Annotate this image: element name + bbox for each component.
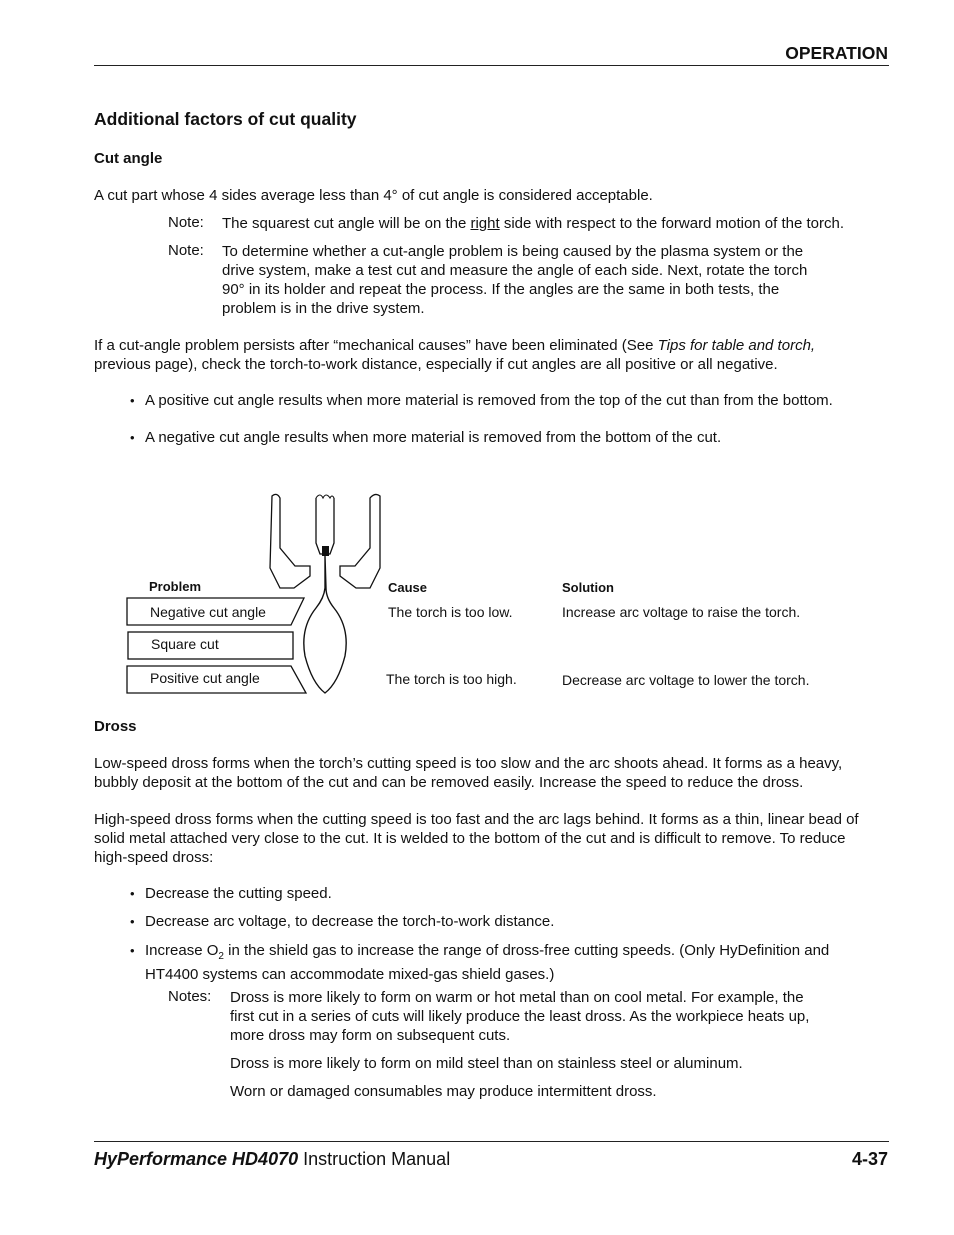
bullet-item: A positive cut angle results when more material is removed from the top of the cut than from the bottom. xyxy=(145,392,833,409)
text-line: HT4400 systems can accommodate mixed-gas shield gases.) xyxy=(145,966,555,983)
bullet-marker: • xyxy=(130,886,135,901)
col-header-cause: Cause xyxy=(388,580,428,595)
text-line: previous page), check the torch-to-work distance, especially if cut angles are all positive or all negative. xyxy=(94,356,778,373)
text-line xyxy=(94,336,890,355)
note-text xyxy=(222,214,882,233)
section-header: OPERATION xyxy=(785,43,888,63)
col-header-problem: Problem xyxy=(149,579,202,594)
bullet-item: Decrease the cutting speed. xyxy=(145,885,332,902)
bullet-marker: • xyxy=(130,914,135,929)
note-label: Note: xyxy=(168,242,204,259)
text-line: high-speed dross: xyxy=(94,849,214,866)
solution-lower: Decrease arc voltage to lower the torch. xyxy=(562,672,810,688)
text-part: in the shield gas to increase the range of dross-free cutting speeds. (Only HyDefinition and xyxy=(223,942,830,959)
bullet-item: A negative cut angle results when more material is removed from the bottom of the cut. xyxy=(145,429,722,446)
bullet-marker: • xyxy=(130,430,135,445)
page-title: Additional factors of cut quality xyxy=(94,109,357,129)
note-text-part: side with respect to the forward motion of the torch. xyxy=(499,215,845,232)
bullet-item: Decrease arc voltage, to decrease the torch-to-work distance. xyxy=(145,913,555,930)
text-line: solid metal attached very close to the cut. It is welded to the bottom of the cut and is difficult to remove. To reduce xyxy=(94,830,846,847)
dross-paragraph-low xyxy=(94,754,890,792)
notes-label: Notes: xyxy=(168,988,212,1005)
bullet-item xyxy=(145,942,885,984)
bullet-marker: • xyxy=(130,393,135,408)
note-text xyxy=(222,242,862,318)
notes-text: Worn or damaged consumables may produce intermittent dross. xyxy=(230,1083,657,1100)
col-header-solution: Solution xyxy=(562,580,614,595)
product-name: HyPerformance HD4070 xyxy=(94,1149,299,1169)
text-line: Low-speed dross forms when the torch’s cutting speed is too slow and the arc shoots ahead. It forms as a heavy, xyxy=(94,755,843,772)
page-number: 4-37 xyxy=(851,1149,888,1169)
nozzle-top xyxy=(316,495,334,498)
note-label: Note: xyxy=(168,214,204,231)
footer-divider xyxy=(94,1141,889,1142)
shield-right xyxy=(340,494,380,588)
text-line: To determine whether a cut-angle problem is being caused by the plasma system or the xyxy=(222,243,804,260)
text-part: If a cut-angle problem persists after “mechanical causes” have been eliminated (See xyxy=(94,337,658,354)
text-line: High-speed dross forms when the cutting speed is too fast and the arc lags behind. It forms as a thin, linear bead of xyxy=(94,811,859,828)
problem-positive: Positive cut angle xyxy=(150,670,260,686)
text-line: drive system, make a test cut and measure the angle of each side. Next, rotate the torch xyxy=(222,262,808,279)
dross-heading: Dross xyxy=(94,718,137,735)
footer-manual-title xyxy=(94,1149,450,1170)
cause-low: The torch is too low. xyxy=(388,604,513,620)
problem-square: Square cut xyxy=(151,636,219,652)
text-line: Dross is more likely to form on warm or hot metal than on cool metal. For example, the xyxy=(230,989,804,1006)
text-line: more dross may form on subsequent cuts. xyxy=(230,1027,511,1044)
solution-raise: Increase arc voltage to raise the torch. xyxy=(562,604,801,620)
text-line xyxy=(145,942,885,966)
note-emphasis: right xyxy=(470,215,500,232)
text-line: first cut in a series of cuts will likely produce the least dross. As the workpiece heats up, xyxy=(230,1008,810,1025)
notes-text: Dross is more likely to form on mild steel than on stainless steel or aluminum. xyxy=(230,1055,743,1072)
cut-angle-paragraph xyxy=(94,336,890,374)
manual-name: Instruction Manual xyxy=(298,1149,451,1169)
cross-reference: Tips for table and torch, xyxy=(657,337,816,354)
text-line: problem is in the drive system. xyxy=(222,300,425,317)
cause-high: The torch is too high. xyxy=(386,671,517,687)
text-part: Increase O xyxy=(145,942,219,959)
shield-left xyxy=(270,494,310,588)
subscript: 2 xyxy=(218,951,224,962)
notes-text xyxy=(230,988,860,1045)
dross-paragraph-high xyxy=(94,810,890,867)
text-line: 90° in its holder and repeat the process. If the angles are the same in both tests, the xyxy=(222,281,780,298)
bullet-marker: • xyxy=(130,943,135,958)
header-divider xyxy=(94,65,889,66)
nozzle xyxy=(316,498,334,554)
problem-negative: Negative cut angle xyxy=(150,604,266,620)
cut-angle-heading: Cut angle xyxy=(94,150,163,167)
cut-angle-intro: A cut part whose 4 sides average less than 4° of cut angle is considered acceptable. xyxy=(94,187,653,204)
note-text-part: The squarest cut angle will be on the xyxy=(222,215,471,232)
electrode-tip xyxy=(322,546,329,556)
text-line: bubbly deposit at the bottom of the cut and can be removed easily. Increase the speed to reduce the dross. xyxy=(94,774,804,791)
